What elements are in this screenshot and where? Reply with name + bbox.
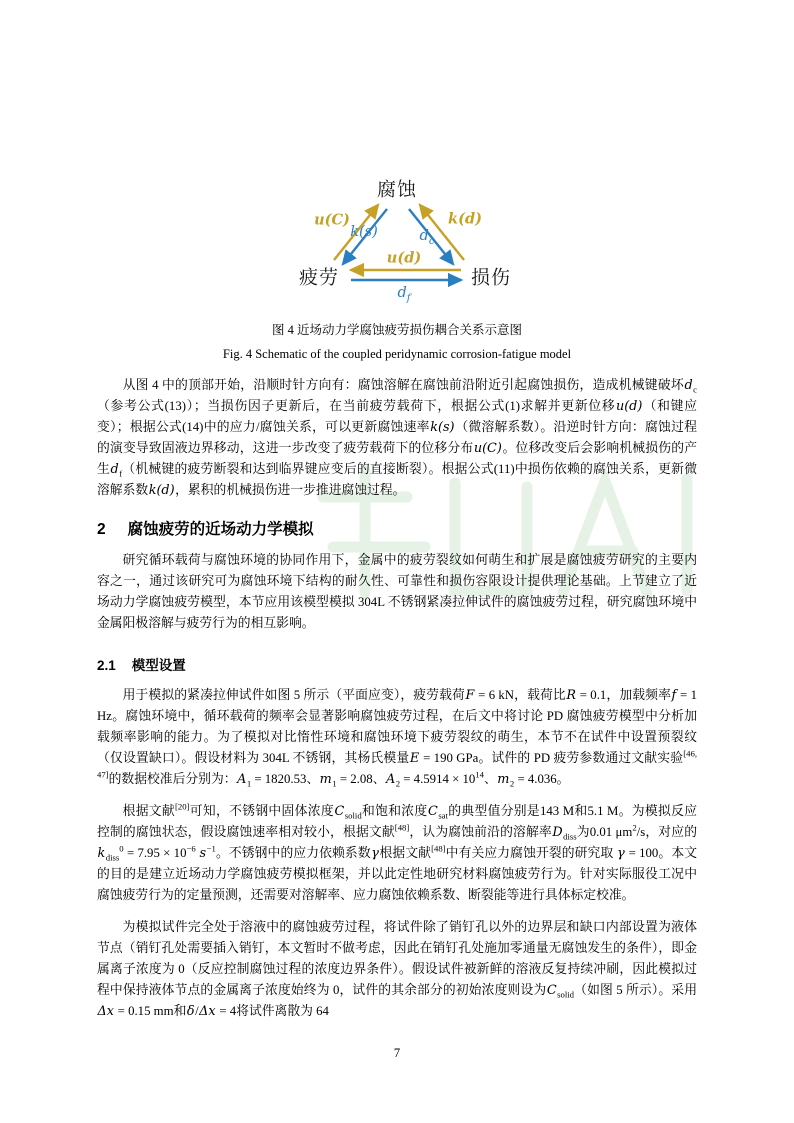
paragraph-figure-discussion: 从图 4 中的顶部开始，沿顺时针方向有：腐蚀溶解在腐蚀前沿附近引起腐蚀损伤，造成机械键破坏$d_c$（参考公式(13)）；当损伤因子更新后，在当前疲劳载荷下，根据公式(1)求解并更新位移u(d)（和键应变）；根据公式(14)中的应力/腐蚀关系，可以更新腐蚀速率k(s)（微溶解系数）。沿逆时针方向：腐蚀过程的演变导致固液边界移动，这进一步改变了疲劳载荷下的位移分布u(C)。位移改变后会影响机械损伤的产生$d_f$（机械键的疲劳断裂和达到临界键应变后的直接断裂）。根据公式(11)中损伤依赖的腐蚀关系，更新微溶解系数k(d)，累积的机械损伤进一步推进腐蚀过程。 bbox=[97, 378, 698, 498]
figure-node-corrosion: 腐蚀 bbox=[376, 179, 418, 201]
section-2-1-heading bbox=[97, 654, 697, 674]
page-number: 7 bbox=[393, 1046, 401, 1060]
paragraph-model-setup-3: 为模拟试件完全处于溶液中的腐蚀疲劳过程，将试件除了销钉孔以外的边界层和缺口内部设置为液体节点（销钉孔处需要插入销钉，本文暂时不做考虑，因此在销钉孔处施加零通量无腐蚀发生的条件），即金属离子浓度为 0（反应控制腐蚀过程的浓度边界条件）。假设试件被新鲜的溶液反复持续冲刷，因此模拟过程中保持液体节点的金属离子浓度始终为 0，试件的其余部分的初始浓度则设为$C_{solid}$（如图 5 所示）。采用Δx = 0.15 mm和δ/Δx = 4将试件离散为 64 bbox=[97, 920, 697, 1019]
edge-label-ks: k(s) bbox=[350, 224, 378, 240]
edge-label-uC: u(C) bbox=[314, 211, 350, 229]
edge-label-ud: u(d) bbox=[386, 249, 422, 267]
section-2-title: 腐蚀疲劳的近场动力学模拟 bbox=[127, 521, 314, 538]
page-content bbox=[0, 168, 794, 1022]
paragraph-model-setup-2: 根据文献[20]可知，不锈钢中固体浓度$C_{solid}$和饱和浓度$C_{sat}$的典型值分别是143 M和5.1 M。为模拟反应控制的腐蚀状态，假设腐蚀速率相对较小，根据文献[48]，认为腐蚀前沿的溶解率$D_{diss}$为0.01 $\mu m^2/s$，对应的$k_{diss}^0 = 7.95 \times 10^{-6}$ $s^{-1}$。不锈钢中的应力依赖系数γ根据文献[48]中有关应力腐蚀开裂的研究取 γ = 100。本文的目的是建立近场动力学腐蚀疲劳模拟框架，并以此定性地研究材料腐蚀疲劳行为。针对实际服役工况中腐蚀疲劳行为的定量预测，还需要对溶解率、应力腐蚀依赖系数、断裂能等进行具体标定校准。 bbox=[97, 801, 698, 902]
figure-caption-cn: 图 4 近场动力学腐蚀疲劳损伤耦合关系示意图 bbox=[271, 323, 522, 337]
edge-label-dc: $d_c$ bbox=[419, 228, 435, 247]
section-2-1-title: 模型设置 bbox=[131, 658, 186, 673]
edge-label-kd: k(d) bbox=[448, 210, 482, 228]
figure-node-damage: 损伤 bbox=[470, 267, 512, 289]
paragraph-section2-intro: 研究循环载荷与腐蚀环境的协同作用下，金属中的疲劳裂纹如何萌生和扩展是腐蚀疲劳研究的主要内容之一，通过该研究可为腐蚀环境下结构的耐久性、可靠性和损伤容限设计提供理论基础。上节建立了近场动力学腐蚀疲劳模型，本节应用该模型模拟 304L 不锈钢紧凑拉伸试件的腐蚀疲劳过程，研究腐蚀环境中金属阳极溶解与疲劳行为的相互影响。 bbox=[97, 553, 697, 630]
figure-caption-en: Fig. 4 Schematic of the coupled peridynamic corrosion-fatigue model bbox=[222, 347, 572, 361]
section-2-number: 2 bbox=[97, 521, 106, 538]
section-2-1-number: 2.1 bbox=[97, 658, 116, 673]
edge-label-df: $d_f$ bbox=[397, 285, 411, 304]
figure-node-fatigue: 疲劳 bbox=[298, 267, 340, 289]
paragraph-model-setup-1: 用于模拟的紧凑拉伸试件如图 5 所示（平面应变），疲劳载荷F = 6 kN，载荷比R = 0.1，加载频率f = 1 Hz。腐蚀环境中，循环载荷的频率会显著影响腐蚀疲劳过程，在后文中将讨论 PD 腐蚀疲劳模型中分析加载频率影响的能力。为了模拟对比惰性环境和腐蚀环境下疲劳裂纹的萌生，本节不在试件中设置预裂纹（仅设置缺口）。假设材料为 304L 不锈钢，其杨氏模量E = 190 GPa。试件的 PD 疲劳参数通过文献实验[46, 47]的数据校准后分别为：$A_1 = 1820.53$、$m_1 = 2.08$、$A_2 = 4.5914 \times 10^{14}$、$m_2 = 4.036$。 bbox=[97, 688, 697, 789]
figure-4-diagram bbox=[237, 168, 557, 306]
section-2-heading bbox=[97, 517, 697, 539]
